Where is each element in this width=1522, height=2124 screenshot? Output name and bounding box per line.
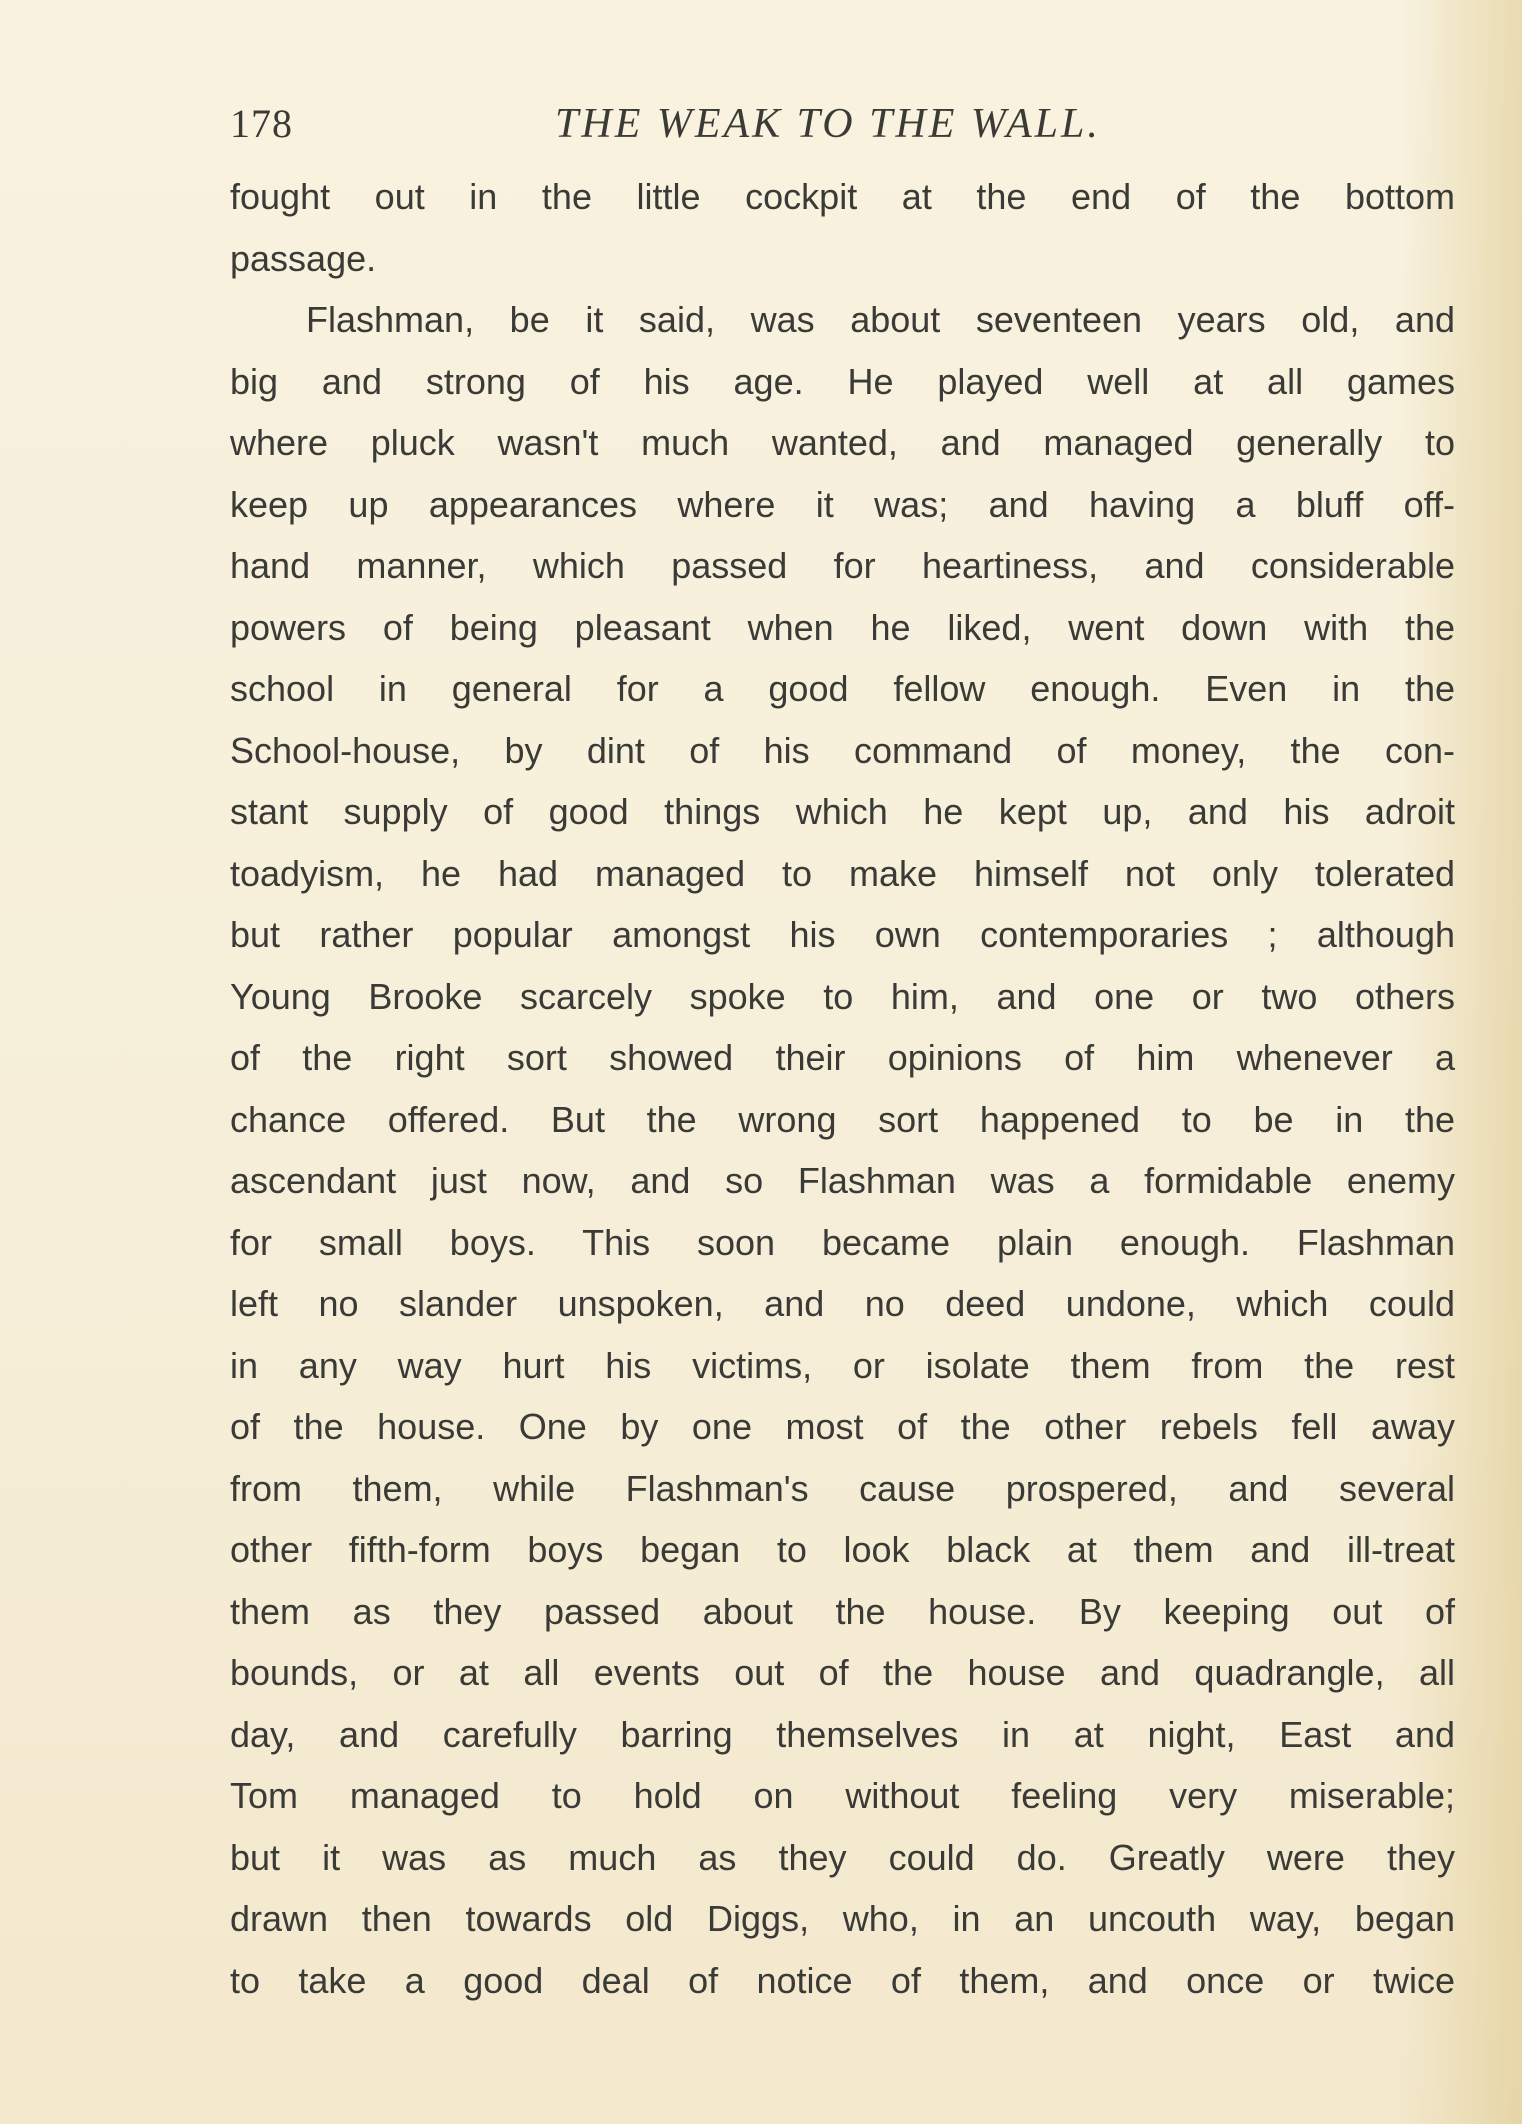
page-number: 178 — [230, 101, 293, 146]
text-line: but it was as much as they could do. Greatly were they — [230, 1836, 1455, 1878]
text-line: but rather popular amongst his own contemporaries ; although — [230, 914, 1455, 955]
running-title: THE WEAK TO THE WALL. — [555, 101, 1101, 147]
text-line: other fifth-form boys began to look black at them and ill-treat — [230, 1529, 1455, 1570]
text-line: powers of being pleasant when he liked, went down with the — [230, 606, 1455, 648]
text-line: in any way hurt his victims, or isolate them from the rest — [230, 1344, 1455, 1386]
text-line: chance offered. But the wrong sort happened to be in the — [230, 1098, 1455, 1140]
text-line: to take a good deal of notice of them, and once or twice — [230, 1959, 1455, 2001]
text-line: ascendant just now, and so Flashman was a formidable enemy — [230, 1160, 1455, 1201]
text-line: passage. — [230, 237, 377, 279]
text-line: school in general for a good fellow enough. Even in the — [230, 668, 1455, 709]
text-line: bounds, or at all events out of the house and quadrangle, all — [230, 1652, 1455, 1693]
text-line: hand manner, which passed for heartiness, and considerable — [230, 545, 1455, 586]
text-line: of the right sort showed their opinions of him whenever a — [230, 1037, 1455, 1078]
text-line: for small boys. This soon became plain enough. Flashman — [230, 1221, 1455, 1263]
text-line: of the house. One by one most of the other rebels fell away — [230, 1406, 1455, 1447]
text-line: stant supply of good things which he kept up, and his adroit — [230, 791, 1455, 832]
running-head — [230, 100, 1460, 160]
text-line: fought out in the little cockpit at the end of the bottom — [230, 176, 1455, 217]
text-line: School-house, by dint of his command of money, the con- — [230, 729, 1455, 771]
text-line: Tom managed to hold on without feeling very miserable; — [230, 1775, 1455, 1816]
text-line: them as they passed about the house. By keeping out of — [230, 1590, 1455, 1632]
text-line: from them, while Flashman's cause prospered, and several — [230, 1467, 1455, 1509]
text-line: big and strong of his age. He played well at all games — [230, 360, 1455, 402]
text-line: day, and carefully barring themselves in at night, East and — [230, 1713, 1455, 1755]
text-line: toadyism, he had managed to make himself not only tolerated — [230, 852, 1455, 894]
text-line: left no slander unspoken, and no deed undone, which could — [230, 1283, 1455, 1324]
text-line: Young Brooke scarcely spoke to him, and one or two others — [230, 975, 1455, 1017]
text-line: Flashman, be it said, was about seventeen years old, and — [306, 299, 1455, 340]
text-line: drawn then towards old Diggs, who, in an uncouth way, began — [230, 1898, 1455, 1939]
text-line: keep up appearances where it was; and having a bluff off- — [230, 483, 1455, 525]
text-line: where pluck wasn't much wanted, and managed generally to — [230, 422, 1455, 463]
body-text — [230, 166, 1455, 2011]
